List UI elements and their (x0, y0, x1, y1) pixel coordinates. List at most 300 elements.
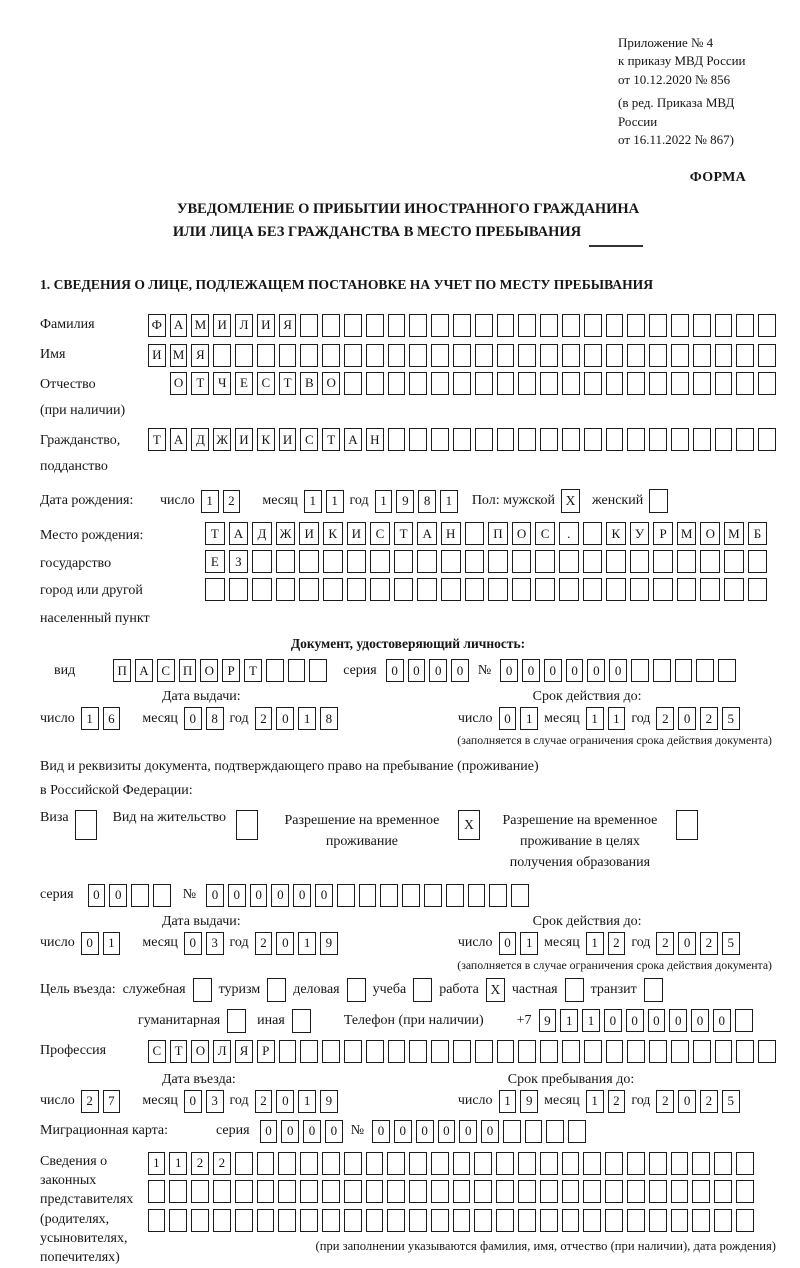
char-cell[interactable] (606, 372, 624, 395)
char-cell[interactable]: Н (366, 428, 384, 451)
char-cell[interactable] (584, 372, 602, 395)
char-cell[interactable] (736, 1209, 754, 1232)
char-cell[interactable] (453, 1152, 471, 1175)
purpose-tourism-checkbox[interactable] (267, 978, 286, 1002)
char-cell[interactable] (431, 372, 449, 395)
char-cell[interactable] (583, 1152, 601, 1175)
char-cell[interactable]: 2 (255, 932, 273, 955)
char-cell[interactable] (559, 550, 579, 573)
char-cell[interactable]: С (535, 522, 555, 545)
char-cell[interactable]: 2 (213, 1152, 231, 1175)
char-cell[interactable]: 0 (88, 884, 106, 907)
char-cell[interactable] (213, 1209, 231, 1232)
purpose-humanitarian-checkbox[interactable] (227, 1009, 246, 1033)
char-cell[interactable] (627, 1180, 645, 1203)
char-cell[interactable]: 2 (700, 1090, 718, 1113)
char-cell[interactable]: 1 (298, 1090, 316, 1113)
char-cell[interactable]: 0 (293, 884, 311, 907)
char-cell[interactable] (540, 428, 558, 451)
char-cell[interactable] (489, 884, 507, 907)
char-cell[interactable] (675, 659, 693, 682)
char-cell[interactable] (671, 1209, 689, 1232)
char-cell[interactable] (584, 428, 602, 451)
char-cell[interactable] (300, 1209, 318, 1232)
char-cell[interactable]: С (257, 372, 275, 395)
char-cell[interactable] (388, 372, 406, 395)
char-cell[interactable] (300, 1040, 318, 1063)
char-cell[interactable] (322, 344, 340, 367)
char-cell[interactable]: 0 (481, 1120, 499, 1143)
char-cell[interactable]: 8 (418, 490, 436, 513)
sex-female-checkbox[interactable] (649, 489, 668, 513)
char-cell[interactable]: 2 (656, 932, 674, 955)
purpose-other-checkbox[interactable] (292, 1009, 311, 1033)
char-cell[interactable] (252, 550, 272, 573)
char-cell[interactable] (475, 428, 493, 451)
char-cell[interactable] (278, 1152, 296, 1175)
char-cell[interactable] (606, 314, 624, 337)
char-cell[interactable] (213, 344, 231, 367)
char-cell[interactable] (431, 1040, 449, 1063)
char-cell[interactable] (758, 1040, 776, 1063)
char-cell[interactable]: 0 (678, 707, 696, 730)
char-cell[interactable]: Н (441, 522, 461, 545)
char-cell[interactable]: И (148, 344, 166, 367)
char-cell[interactable] (671, 344, 689, 367)
char-cell[interactable]: 8 (320, 707, 338, 730)
char-cell[interactable] (724, 550, 744, 573)
char-cell[interactable]: 6 (103, 707, 121, 730)
char-cell[interactable] (431, 428, 449, 451)
char-cell[interactable]: 0 (184, 1090, 202, 1113)
char-cell[interactable] (736, 1180, 754, 1203)
char-cell[interactable]: 3 (206, 1090, 224, 1113)
char-cell[interactable]: И (347, 522, 367, 545)
char-cell[interactable] (671, 314, 689, 337)
char-cell[interactable]: 1 (375, 490, 393, 513)
char-cell[interactable] (366, 1040, 384, 1063)
char-cell[interactable] (649, 1152, 667, 1175)
char-cell[interactable] (714, 1152, 732, 1175)
char-cell[interactable]: 2 (656, 707, 674, 730)
char-cell[interactable]: З (229, 550, 249, 573)
char-cell[interactable] (468, 884, 486, 907)
char-cell[interactable] (649, 1209, 667, 1232)
char-cell[interactable] (496, 1152, 514, 1175)
char-cell[interactable]: Ж (213, 428, 231, 451)
char-cell[interactable]: 0 (325, 1120, 343, 1143)
char-cell[interactable]: 0 (566, 659, 584, 682)
char-cell[interactable] (540, 1209, 558, 1232)
char-cell[interactable] (540, 1040, 558, 1063)
char-cell[interactable] (409, 1152, 427, 1175)
char-cell[interactable] (518, 1180, 536, 1203)
char-cell[interactable] (276, 550, 296, 573)
char-cell[interactable]: 1 (440, 490, 458, 513)
char-cell[interactable] (518, 372, 536, 395)
char-cell[interactable] (453, 372, 471, 395)
char-cell[interactable] (562, 1209, 580, 1232)
char-cell[interactable] (409, 1209, 427, 1232)
char-cell[interactable] (671, 372, 689, 395)
char-cell[interactable]: 1 (586, 1090, 604, 1113)
char-cell[interactable] (606, 428, 624, 451)
char-cell[interactable] (131, 884, 149, 907)
char-cell[interactable]: К (257, 428, 275, 451)
char-cell[interactable] (347, 578, 367, 601)
char-cell[interactable]: 0 (713, 1009, 731, 1032)
char-cell[interactable] (496, 1209, 514, 1232)
char-cell[interactable] (387, 1180, 405, 1203)
char-cell[interactable] (758, 428, 776, 451)
char-cell[interactable] (496, 1180, 514, 1203)
char-cell[interactable] (205, 578, 225, 601)
char-cell[interactable] (525, 1120, 543, 1143)
char-cell[interactable]: И (299, 522, 319, 545)
char-cell[interactable] (300, 1152, 318, 1175)
char-cell[interactable]: 0 (451, 659, 469, 682)
char-cell[interactable] (540, 314, 558, 337)
char-cell[interactable]: 1 (560, 1009, 578, 1032)
char-cell[interactable] (583, 1180, 601, 1203)
char-cell[interactable] (370, 578, 390, 601)
char-cell[interactable] (671, 428, 689, 451)
char-cell[interactable] (235, 344, 253, 367)
char-cell[interactable]: Т (205, 522, 225, 545)
char-cell[interactable] (191, 1209, 209, 1232)
char-cell[interactable] (627, 428, 645, 451)
char-cell[interactable]: 0 (604, 1009, 622, 1032)
purpose-transit-checkbox[interactable] (644, 978, 663, 1002)
char-cell[interactable] (584, 1040, 602, 1063)
char-cell[interactable] (715, 1040, 733, 1063)
char-cell[interactable]: И (213, 314, 231, 337)
char-cell[interactable]: 0 (372, 1120, 390, 1143)
char-cell[interactable] (148, 1209, 166, 1232)
char-cell[interactable] (649, 344, 667, 367)
char-cell[interactable] (366, 314, 384, 337)
char-cell[interactable] (583, 550, 603, 573)
char-cell[interactable] (535, 578, 555, 601)
char-cell[interactable] (366, 372, 384, 395)
char-cell[interactable] (735, 1009, 753, 1032)
char-cell[interactable] (606, 344, 624, 367)
char-cell[interactable] (736, 1152, 754, 1175)
char-cell[interactable] (715, 314, 733, 337)
char-cell[interactable] (714, 1209, 732, 1232)
char-cell[interactable] (562, 314, 580, 337)
char-cell[interactable] (453, 1040, 471, 1063)
char-cell[interactable]: Д (252, 522, 272, 545)
char-cell[interactable] (518, 1152, 536, 1175)
char-cell[interactable] (431, 1152, 449, 1175)
char-cell[interactable]: 0 (416, 1120, 434, 1143)
char-cell[interactable]: 0 (678, 932, 696, 955)
char-cell[interactable] (630, 550, 650, 573)
char-cell[interactable] (347, 550, 367, 573)
char-cell[interactable]: 0 (81, 932, 99, 955)
char-cell[interactable] (337, 884, 355, 907)
char-cell[interactable] (518, 1209, 536, 1232)
char-cell[interactable]: П (113, 659, 131, 682)
char-cell[interactable] (322, 314, 340, 337)
char-cell[interactable] (300, 344, 318, 367)
char-cell[interactable] (366, 1209, 384, 1232)
char-cell[interactable] (288, 659, 306, 682)
char-cell[interactable] (191, 1180, 209, 1203)
char-cell[interactable]: Т (148, 428, 166, 451)
char-cell[interactable] (540, 1152, 558, 1175)
char-cell[interactable] (366, 1180, 384, 1203)
char-cell[interactable] (535, 550, 555, 573)
char-cell[interactable]: Ф (148, 314, 166, 337)
char-cell[interactable]: 1 (586, 707, 604, 730)
char-cell[interactable]: 1 (201, 490, 219, 513)
char-cell[interactable] (692, 1180, 710, 1203)
char-cell[interactable]: Л (213, 1040, 231, 1063)
char-cell[interactable] (235, 1180, 253, 1203)
char-cell[interactable]: К (606, 522, 626, 545)
char-cell[interactable]: Т (279, 372, 297, 395)
char-cell[interactable] (475, 372, 493, 395)
char-cell[interactable] (627, 372, 645, 395)
char-cell[interactable] (693, 1040, 711, 1063)
char-cell[interactable] (736, 314, 754, 337)
char-cell[interactable] (562, 372, 580, 395)
char-cell[interactable] (475, 344, 493, 367)
char-cell[interactable]: 0 (499, 707, 517, 730)
char-cell[interactable] (653, 578, 673, 601)
char-cell[interactable] (453, 428, 471, 451)
char-cell[interactable] (276, 578, 296, 601)
char-cell[interactable]: 0 (303, 1120, 321, 1143)
char-cell[interactable] (562, 1180, 580, 1203)
char-cell[interactable]: 5 (722, 1090, 740, 1113)
char-cell[interactable]: 1 (520, 707, 538, 730)
char-cell[interactable] (465, 522, 485, 545)
char-cell[interactable] (736, 1040, 754, 1063)
char-cell[interactable]: 0 (669, 1009, 687, 1032)
char-cell[interactable] (627, 1040, 645, 1063)
char-cell[interactable] (465, 578, 485, 601)
purpose-work-checkbox[interactable]: X (486, 978, 505, 1002)
char-cell[interactable]: И (235, 428, 253, 451)
char-cell[interactable]: Л (235, 314, 253, 337)
char-cell[interactable] (424, 884, 442, 907)
char-cell[interactable]: А (135, 659, 153, 682)
char-cell[interactable]: Ж (276, 522, 296, 545)
char-cell[interactable]: 0 (281, 1120, 299, 1143)
char-cell[interactable] (512, 550, 532, 573)
char-cell[interactable] (715, 344, 733, 367)
char-cell[interactable]: М (170, 344, 188, 367)
char-cell[interactable]: 1 (586, 932, 604, 955)
char-cell[interactable] (693, 344, 711, 367)
char-cell[interactable]: 9 (396, 490, 414, 513)
char-cell[interactable]: Р (257, 1040, 275, 1063)
char-cell[interactable] (649, 314, 667, 337)
char-cell[interactable] (671, 1152, 689, 1175)
char-cell[interactable] (322, 1209, 340, 1232)
char-cell[interactable] (148, 1180, 166, 1203)
char-cell[interactable] (299, 578, 319, 601)
char-cell[interactable] (497, 1040, 515, 1063)
char-cell[interactable] (584, 314, 602, 337)
char-cell[interactable]: 1 (298, 932, 316, 955)
char-cell[interactable] (279, 1040, 297, 1063)
char-cell[interactable]: 0 (228, 884, 246, 907)
char-cell[interactable]: М (191, 314, 209, 337)
temp-residence-education-checkbox[interactable] (676, 810, 698, 840)
char-cell[interactable]: П (179, 659, 197, 682)
char-cell[interactable]: 0 (184, 932, 202, 955)
char-cell[interactable]: О (191, 1040, 209, 1063)
char-cell[interactable] (235, 1152, 253, 1175)
char-cell[interactable]: 2 (656, 1090, 674, 1113)
char-cell[interactable] (344, 1152, 362, 1175)
char-cell[interactable]: Е (235, 372, 253, 395)
char-cell[interactable] (583, 1209, 601, 1232)
char-cell[interactable] (370, 550, 390, 573)
char-cell[interactable] (279, 344, 297, 367)
char-cell[interactable] (323, 550, 343, 573)
char-cell[interactable]: 2 (255, 707, 273, 730)
char-cell[interactable]: 0 (260, 1120, 278, 1143)
char-cell[interactable] (540, 344, 558, 367)
char-cell[interactable]: Я (235, 1040, 253, 1063)
char-cell[interactable]: 2 (608, 932, 626, 955)
char-cell[interactable] (653, 659, 671, 682)
char-cell[interactable] (606, 578, 626, 601)
char-cell[interactable] (409, 1180, 427, 1203)
char-cell[interactable] (512, 578, 532, 601)
char-cell[interactable]: 0 (438, 1120, 456, 1143)
char-cell[interactable]: 0 (315, 884, 333, 907)
char-cell[interactable]: О (170, 372, 188, 395)
char-cell[interactable]: Е (205, 550, 225, 573)
char-cell[interactable]: 3 (206, 932, 224, 955)
char-cell[interactable]: Б (748, 522, 768, 545)
char-cell[interactable] (700, 550, 720, 573)
char-cell[interactable] (649, 1040, 667, 1063)
char-cell[interactable]: 0 (587, 659, 605, 682)
char-cell[interactable] (631, 659, 649, 682)
char-cell[interactable]: Р (653, 522, 673, 545)
char-cell[interactable] (431, 1180, 449, 1203)
char-cell[interactable]: Т (244, 659, 262, 682)
char-cell[interactable] (736, 344, 754, 367)
char-cell[interactable]: И (279, 428, 297, 451)
char-cell[interactable]: 1 (326, 490, 344, 513)
char-cell[interactable] (497, 428, 515, 451)
char-cell[interactable] (606, 550, 626, 573)
char-cell[interactable]: Т (170, 1040, 188, 1063)
char-cell[interactable] (153, 884, 171, 907)
char-cell[interactable]: 0 (109, 884, 127, 907)
char-cell[interactable] (257, 1152, 275, 1175)
char-cell[interactable] (488, 550, 508, 573)
char-cell[interactable] (606, 1040, 624, 1063)
char-cell[interactable]: С (157, 659, 175, 682)
char-cell[interactable] (453, 314, 471, 337)
sex-male-checkbox[interactable]: X (561, 489, 580, 513)
char-cell[interactable] (627, 344, 645, 367)
char-cell[interactable] (409, 344, 427, 367)
char-cell[interactable] (474, 1180, 492, 1203)
char-cell[interactable] (546, 1120, 564, 1143)
char-cell[interactable]: А (170, 428, 188, 451)
char-cell[interactable]: 2 (700, 707, 718, 730)
char-cell[interactable] (562, 1152, 580, 1175)
char-cell[interactable] (562, 344, 580, 367)
char-cell[interactable] (388, 344, 406, 367)
char-cell[interactable] (677, 550, 697, 573)
char-cell[interactable]: У (630, 522, 650, 545)
purpose-study-checkbox[interactable] (413, 978, 432, 1002)
char-cell[interactable]: Я (279, 314, 297, 337)
char-cell[interactable] (257, 344, 275, 367)
char-cell[interactable] (257, 1180, 275, 1203)
char-cell[interactable] (605, 1152, 623, 1175)
char-cell[interactable] (700, 578, 720, 601)
char-cell[interactable] (540, 372, 558, 395)
char-cell[interactable] (322, 1040, 340, 1063)
char-cell[interactable] (441, 578, 461, 601)
char-cell[interactable]: 2 (191, 1152, 209, 1175)
char-cell[interactable]: 0 (206, 884, 224, 907)
char-cell[interactable] (387, 1152, 405, 1175)
char-cell[interactable] (653, 550, 673, 573)
char-cell[interactable]: 8 (206, 707, 224, 730)
char-cell[interactable]: 2 (255, 1090, 273, 1113)
char-cell[interactable] (309, 659, 327, 682)
char-cell[interactable] (344, 344, 362, 367)
char-cell[interactable] (518, 428, 536, 451)
char-cell[interactable] (278, 1180, 296, 1203)
char-cell[interactable] (758, 372, 776, 395)
char-cell[interactable] (497, 372, 515, 395)
char-cell[interactable]: 2 (700, 932, 718, 955)
char-cell[interactable] (559, 578, 579, 601)
char-cell[interactable] (299, 550, 319, 573)
char-cell[interactable]: 9 (539, 1009, 557, 1032)
char-cell[interactable] (488, 578, 508, 601)
char-cell[interactable] (441, 550, 461, 573)
char-cell[interactable]: С (370, 522, 390, 545)
char-cell[interactable] (677, 578, 697, 601)
char-cell[interactable]: . (559, 522, 579, 545)
char-cell[interactable] (540, 1180, 558, 1203)
char-cell[interactable] (724, 578, 744, 601)
char-cell[interactable] (671, 1040, 689, 1063)
char-cell[interactable] (627, 1209, 645, 1232)
char-cell[interactable] (649, 372, 667, 395)
char-cell[interactable] (649, 428, 667, 451)
char-cell[interactable] (409, 1040, 427, 1063)
char-cell[interactable] (300, 314, 318, 337)
char-cell[interactable]: Р (222, 659, 240, 682)
purpose-business-checkbox[interactable] (347, 978, 366, 1002)
char-cell[interactable] (257, 1209, 275, 1232)
char-cell[interactable] (322, 1180, 340, 1203)
char-cell[interactable] (453, 1209, 471, 1232)
char-cell[interactable]: Я (191, 344, 209, 367)
char-cell[interactable] (169, 1209, 187, 1232)
char-cell[interactable] (627, 314, 645, 337)
char-cell[interactable] (359, 884, 377, 907)
char-cell[interactable]: 0 (429, 659, 447, 682)
char-cell[interactable] (748, 578, 768, 601)
